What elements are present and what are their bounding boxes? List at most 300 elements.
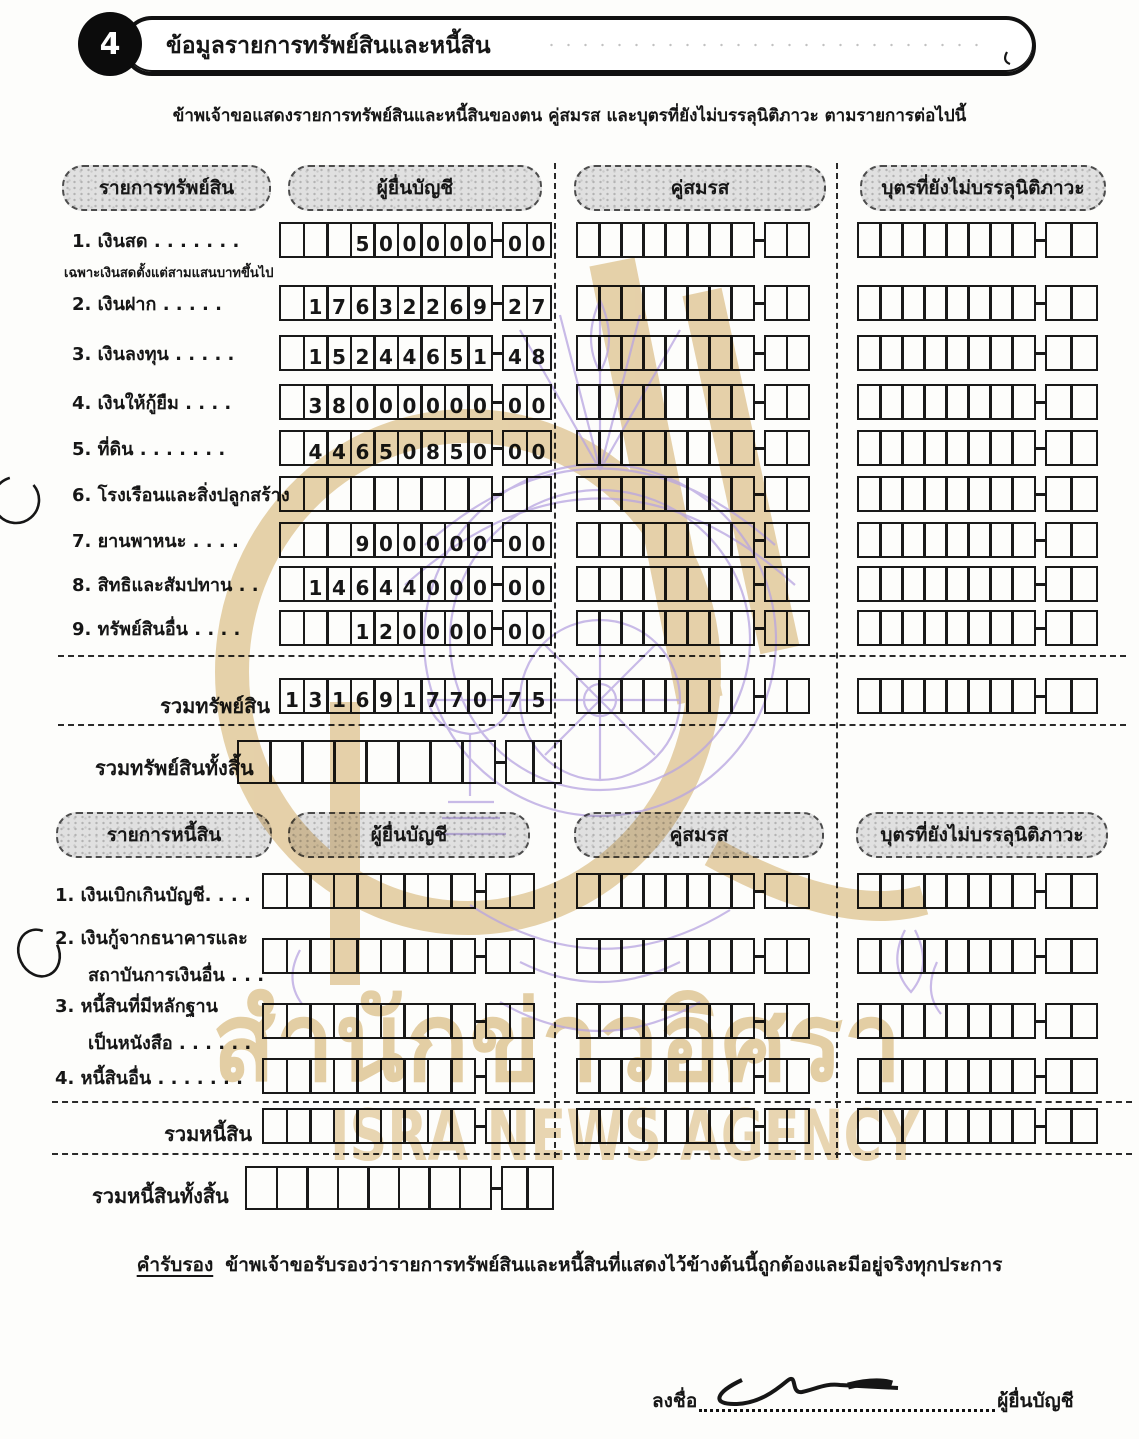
- asset-row-label: 3. เงินลงทุน . . . . .: [72, 344, 235, 365]
- box-connector: [493, 239, 502, 242]
- declarant-boxes: [279, 522, 552, 558]
- digit-box: [333, 740, 368, 784]
- digit-box: [730, 335, 755, 371]
- digit-box: [708, 430, 733, 466]
- digit-box: [309, 1058, 335, 1094]
- pen-circle-mark: [0, 468, 48, 533]
- digit-box: [967, 566, 992, 602]
- digit-box: 0: [397, 430, 423, 466]
- box-connector: [493, 493, 502, 496]
- digit-box: [730, 522, 755, 558]
- digit-box: [642, 522, 667, 558]
- digit-box: [857, 1058, 882, 1094]
- digit-box: [989, 678, 1014, 714]
- digit-box: [730, 285, 755, 321]
- assets-grand-total-label: รวมทรัพย์สินทั้งสิ้น: [95, 756, 254, 780]
- digit-box: [786, 430, 811, 466]
- digit-box: 2: [420, 285, 446, 321]
- digit-box: [967, 678, 992, 714]
- digit-box: [764, 522, 789, 558]
- digit-box: [397, 740, 432, 784]
- digit-box: [620, 522, 645, 558]
- digit-box: [642, 1003, 667, 1039]
- digit-box: 1: [397, 678, 423, 714]
- digit-box: 0: [526, 222, 552, 258]
- spouse-boxes: [576, 384, 810, 420]
- section-title: ข้อมูลรายการทรัพย์สินและหนี้สิน: [166, 33, 491, 59]
- child-boxes: [857, 222, 1098, 258]
- digit-box: 2: [502, 285, 528, 321]
- digit-box: [989, 938, 1014, 974]
- digit-box: [786, 222, 811, 258]
- box-connector: [755, 1075, 764, 1078]
- spouse-boxes: [576, 566, 810, 602]
- digit-box: [333, 873, 359, 909]
- digit-box: [576, 222, 601, 258]
- box-connector: [476, 955, 485, 958]
- digit-box: [923, 430, 948, 466]
- digit-box: [485, 873, 511, 909]
- box-connector: [755, 539, 764, 542]
- digit-box: [923, 335, 948, 371]
- digit-box: [879, 1058, 904, 1094]
- digit-box: [708, 335, 733, 371]
- digit-box: [786, 566, 811, 602]
- dashed-separator: [58, 655, 1126, 657]
- digit-box: [664, 938, 689, 974]
- digit-box: [708, 678, 733, 714]
- digit-box: [1011, 938, 1036, 974]
- digit-box: [764, 1108, 789, 1144]
- digit-box: [279, 384, 305, 420]
- box-connector: [1036, 583, 1045, 586]
- digit-box: [730, 873, 755, 909]
- digit-box: [764, 610, 789, 646]
- spouse-boxes: [576, 610, 810, 646]
- digit-box: [1011, 476, 1036, 512]
- box-connector: [1036, 1075, 1045, 1078]
- digit-box: 2: [397, 285, 423, 321]
- digit-box: [598, 476, 623, 512]
- digit-box: [730, 566, 755, 602]
- box-connector: [1036, 955, 1045, 958]
- digit-box: [373, 476, 399, 512]
- digit-box: [598, 430, 623, 466]
- digit-box: [279, 285, 305, 321]
- digit-box: [403, 1058, 429, 1094]
- digit-box: [945, 610, 970, 646]
- section-title-banner: [122, 16, 1036, 76]
- digit-box: [598, 522, 623, 558]
- digit-box: [576, 476, 601, 512]
- digit-box: [967, 1058, 992, 1094]
- digit-box: [306, 1166, 339, 1210]
- digit-box: [286, 1058, 312, 1094]
- digit-box: [1011, 522, 1036, 558]
- box-connector: [1036, 447, 1045, 450]
- digit-box: [857, 678, 882, 714]
- digit-box: [620, 222, 645, 258]
- spouse-boxes: [576, 938, 810, 974]
- digit-box: 1: [326, 678, 352, 714]
- digit-box: [857, 1108, 882, 1144]
- digit-box: [989, 384, 1014, 420]
- digit-box: [945, 1108, 970, 1144]
- digit-box: [1045, 873, 1073, 909]
- spouse-boxes: [576, 476, 810, 512]
- digit-box: [730, 430, 755, 466]
- digit-box: [620, 285, 645, 321]
- digit-box: [857, 610, 882, 646]
- spouse-boxes: [576, 1003, 810, 1039]
- digit-box: [620, 384, 645, 420]
- digit-box: [664, 873, 689, 909]
- liabilities-total-label: รวมหนี้สิน: [164, 1122, 252, 1146]
- spouse-boxes: [576, 285, 810, 321]
- digit-box: 0: [373, 522, 399, 558]
- digit-box: [598, 222, 623, 258]
- digit-box: [576, 1058, 601, 1094]
- digit-box: [923, 222, 948, 258]
- digit-box: [279, 335, 305, 371]
- digit-box: 0: [526, 566, 552, 602]
- digit-box: [686, 522, 711, 558]
- spouse-boxes: [576, 222, 810, 258]
- digit-box: [923, 566, 948, 602]
- digit-box: [326, 476, 352, 512]
- digit-box: [1070, 938, 1098, 974]
- digit-box: [427, 1108, 453, 1144]
- digit-box: [620, 476, 645, 512]
- digit-box: [901, 1003, 926, 1039]
- digit-box: [620, 938, 645, 974]
- digit-box: [598, 384, 623, 420]
- digit-box: [923, 384, 948, 420]
- liabilities-column-header: ผู้ยื่นบัญชี: [288, 812, 530, 858]
- liabilities-column-header: คู่สมรส: [574, 812, 824, 858]
- digit-box: [576, 522, 601, 558]
- digit-box: [326, 222, 352, 258]
- digit-box: [1070, 1058, 1098, 1094]
- box-connector: [493, 627, 502, 630]
- digit-box: [945, 285, 970, 321]
- digit-box: 5: [326, 335, 352, 371]
- liability-row-label-line2: เป็นหนังสือ . . . . . .: [88, 1033, 252, 1054]
- digit-box: [485, 1058, 511, 1094]
- digit-box: [945, 222, 970, 258]
- digit-box: 4: [303, 430, 329, 466]
- digit-box: 5: [526, 678, 552, 714]
- digit-box: [620, 335, 645, 371]
- digit-box: [365, 740, 400, 784]
- digit-box: [1070, 873, 1098, 909]
- declarant-boxes: [279, 566, 552, 602]
- dashed-separator: [52, 1153, 1132, 1155]
- digit-box: 0: [420, 222, 446, 258]
- digit-box: [303, 222, 329, 258]
- digit-box: 6: [420, 335, 446, 371]
- digit-box: [380, 938, 406, 974]
- dashed-separator: [58, 724, 1126, 726]
- child-boxes: [857, 476, 1098, 512]
- box-connector: [1036, 627, 1045, 630]
- box-connector: [476, 890, 485, 893]
- digit-box: [857, 335, 882, 371]
- digit-box: [642, 476, 667, 512]
- digit-box: [1011, 222, 1036, 258]
- digit-box: 6: [350, 285, 376, 321]
- assets-column-header: บุตรที่ยังไม่บรรลุนิติภาวะ: [860, 165, 1106, 211]
- digit-box: 0: [397, 222, 423, 258]
- digit-box: [576, 938, 601, 974]
- digit-box: 0: [420, 610, 446, 646]
- digit-box: [427, 938, 453, 974]
- digit-box: [1011, 610, 1036, 646]
- digit-box: [764, 938, 789, 974]
- asset-row-label: 5. ที่ดิน . . . . . . .: [72, 439, 226, 460]
- digit-box: [989, 873, 1014, 909]
- digit-box: [333, 938, 359, 974]
- digit-box: [664, 335, 689, 371]
- digit-box: [598, 1003, 623, 1039]
- digit-box: [1011, 566, 1036, 602]
- digit-box: [923, 873, 948, 909]
- digit-box: [730, 222, 755, 258]
- digit-box: [786, 384, 811, 420]
- digit-box: [509, 1003, 535, 1039]
- digit-box: [576, 1108, 601, 1144]
- digit-box: [664, 522, 689, 558]
- digit-box: 7: [420, 678, 446, 714]
- digit-box: [526, 476, 552, 512]
- digit-box: [1070, 335, 1098, 371]
- box-connector: [476, 1020, 485, 1023]
- digit-box: [901, 610, 926, 646]
- digit-box: [509, 1058, 535, 1094]
- liability-row-label: 4. หนี้สินอื่น . . . . . . .: [55, 1068, 243, 1089]
- digit-box: [786, 1003, 811, 1039]
- digit-box: [333, 1003, 359, 1039]
- digit-box: [708, 522, 733, 558]
- digit-box: [967, 610, 992, 646]
- box-connector: [1036, 539, 1045, 542]
- digit-box: [857, 938, 882, 974]
- signer-role-label: ผู้ยื่นบัญชี: [997, 1390, 1074, 1412]
- digit-box: 1: [303, 335, 329, 371]
- digit-box: [989, 222, 1014, 258]
- child-boxes: [857, 610, 1098, 646]
- digit-box: [786, 1108, 811, 1144]
- digit-box: [509, 873, 535, 909]
- asset-row-label: 1. เงินสด . . . . . . .: [72, 231, 240, 252]
- signature-dotted-line: [699, 1409, 995, 1412]
- digit-box: [945, 873, 970, 909]
- digit-box: [967, 222, 992, 258]
- box-connector: [755, 583, 764, 586]
- digit-box: [450, 938, 476, 974]
- digit-box: [380, 1108, 406, 1144]
- digit-box: [730, 1108, 755, 1144]
- digit-box: 9: [350, 522, 376, 558]
- digit-box: [642, 222, 667, 258]
- digit-box: [598, 285, 623, 321]
- digit-box: [664, 476, 689, 512]
- digit-box: [664, 566, 689, 602]
- digit-box: [686, 873, 711, 909]
- digit-box: [857, 873, 882, 909]
- digit-box: [879, 566, 904, 602]
- digit-box: [262, 873, 288, 909]
- box-connector: [755, 627, 764, 630]
- digit-box: [286, 1108, 312, 1144]
- digit-box: [620, 430, 645, 466]
- digit-box: [459, 1166, 492, 1210]
- digit-box: [1011, 1108, 1036, 1144]
- digit-box: [576, 566, 601, 602]
- digit-box: [901, 476, 926, 512]
- liabilities-column-header: บุตรที่ยังไม่บรรลุนิติภาวะ: [856, 812, 1108, 858]
- digit-box: 0: [373, 384, 399, 420]
- digit-box: [967, 384, 992, 420]
- digit-box: [945, 938, 970, 974]
- digit-box: 5: [350, 222, 376, 258]
- declarant-boxes: [262, 938, 535, 974]
- digit-box: [337, 1166, 370, 1210]
- digit-box: [945, 522, 970, 558]
- digit-box: [1011, 335, 1036, 371]
- digit-box: [730, 610, 755, 646]
- digit-box: [923, 678, 948, 714]
- digit-box: 2: [350, 335, 376, 371]
- digit-box: [576, 873, 601, 909]
- digit-box: [269, 740, 304, 784]
- digit-box: 0: [526, 430, 552, 466]
- child-total-boxes: [857, 678, 1098, 714]
- box-connector: [755, 955, 764, 958]
- digit-box: [1070, 678, 1098, 714]
- digit-box: 0: [467, 610, 493, 646]
- digit-box: [509, 1108, 535, 1144]
- digit-box: [1070, 476, 1098, 512]
- digit-box: [786, 938, 811, 974]
- box-connector: [493, 695, 502, 698]
- digit-box: [1045, 1058, 1073, 1094]
- digit-box: [380, 873, 406, 909]
- digit-box: [879, 384, 904, 420]
- digit-box: [642, 938, 667, 974]
- asset-row-label: 7. ยานพาหนะ . . . .: [72, 531, 239, 552]
- asset-row-label: 6. โรงเรือนและสิ่งปลูกสร้าง: [72, 485, 290, 506]
- spouse-total-boxes: [576, 678, 810, 714]
- digit-box: [333, 1058, 359, 1094]
- digit-box: [450, 1058, 476, 1094]
- digit-box: [923, 610, 948, 646]
- digit-box: [708, 1058, 733, 1094]
- digit-box: [576, 335, 601, 371]
- digit-box: 0: [444, 384, 470, 420]
- digit-box: [708, 566, 733, 602]
- digit-box: [708, 222, 733, 258]
- asset-row-label: 4. เงินให้กู้ยืม . . . .: [72, 393, 232, 414]
- digit-box: 3: [303, 678, 329, 714]
- digit-box: 7: [326, 285, 352, 321]
- digit-box: [786, 873, 811, 909]
- digit-box: [403, 873, 429, 909]
- digit-box: [857, 476, 882, 512]
- box-connector: [493, 401, 502, 404]
- digit-box: 0: [502, 384, 528, 420]
- digit-box: [901, 335, 926, 371]
- digit-box: 0: [444, 566, 470, 602]
- digit-box: [989, 285, 1014, 321]
- digit-box: [786, 335, 811, 371]
- box-connector: [493, 302, 502, 305]
- digit-box: 0: [397, 610, 423, 646]
- digit-box: 7: [444, 678, 470, 714]
- liabilities-column-header: รายการหนี้สิน: [56, 812, 272, 858]
- digit-box: [989, 522, 1014, 558]
- digit-box: [576, 384, 601, 420]
- declarant-boxes: [279, 384, 552, 420]
- spouse-boxes: [576, 430, 810, 466]
- digit-box: [262, 1058, 288, 1094]
- digit-box: [279, 222, 305, 258]
- digit-box: [427, 873, 453, 909]
- digit-box: [664, 1058, 689, 1094]
- digit-box: [485, 1108, 511, 1144]
- digit-box: [708, 873, 733, 909]
- digit-box: 0: [502, 430, 528, 466]
- digit-box: [786, 1058, 811, 1094]
- digit-box: 3: [373, 285, 399, 321]
- digit-box: 0: [420, 384, 446, 420]
- digit-box: [620, 1003, 645, 1039]
- digit-box: [450, 1003, 476, 1039]
- digit-box: [1070, 566, 1098, 602]
- digit-box: [598, 566, 623, 602]
- digit-box: [356, 1003, 382, 1039]
- digit-box: [857, 430, 882, 466]
- digit-box: [356, 1058, 382, 1094]
- digit-box: [1011, 285, 1036, 321]
- digit-box: [1070, 610, 1098, 646]
- digit-box: [279, 610, 305, 646]
- digit-box: 7: [502, 678, 528, 714]
- digit-box: [879, 522, 904, 558]
- box-connector: [755, 239, 764, 242]
- box-connector: [755, 302, 764, 305]
- digit-box: 0: [420, 566, 446, 602]
- digit-box: [1045, 522, 1073, 558]
- digit-box: 5: [444, 430, 470, 466]
- digit-box: [664, 222, 689, 258]
- declarant-boxes: [279, 610, 552, 646]
- digit-box: [642, 285, 667, 321]
- digit-box: [576, 1003, 601, 1039]
- digit-box: [967, 476, 992, 512]
- asset-row-label: 8. สิทธิและสัมปทาน . .: [72, 575, 259, 596]
- digit-box: [945, 384, 970, 420]
- digit-box: [309, 1003, 335, 1039]
- digit-box: [945, 430, 970, 466]
- digit-box: [686, 430, 711, 466]
- digit-box: [1045, 1108, 1073, 1144]
- digit-box: [333, 1108, 359, 1144]
- digit-box: [403, 1003, 429, 1039]
- digit-box: [303, 522, 329, 558]
- digit-box: [1011, 430, 1036, 466]
- digit-box: [967, 1108, 992, 1144]
